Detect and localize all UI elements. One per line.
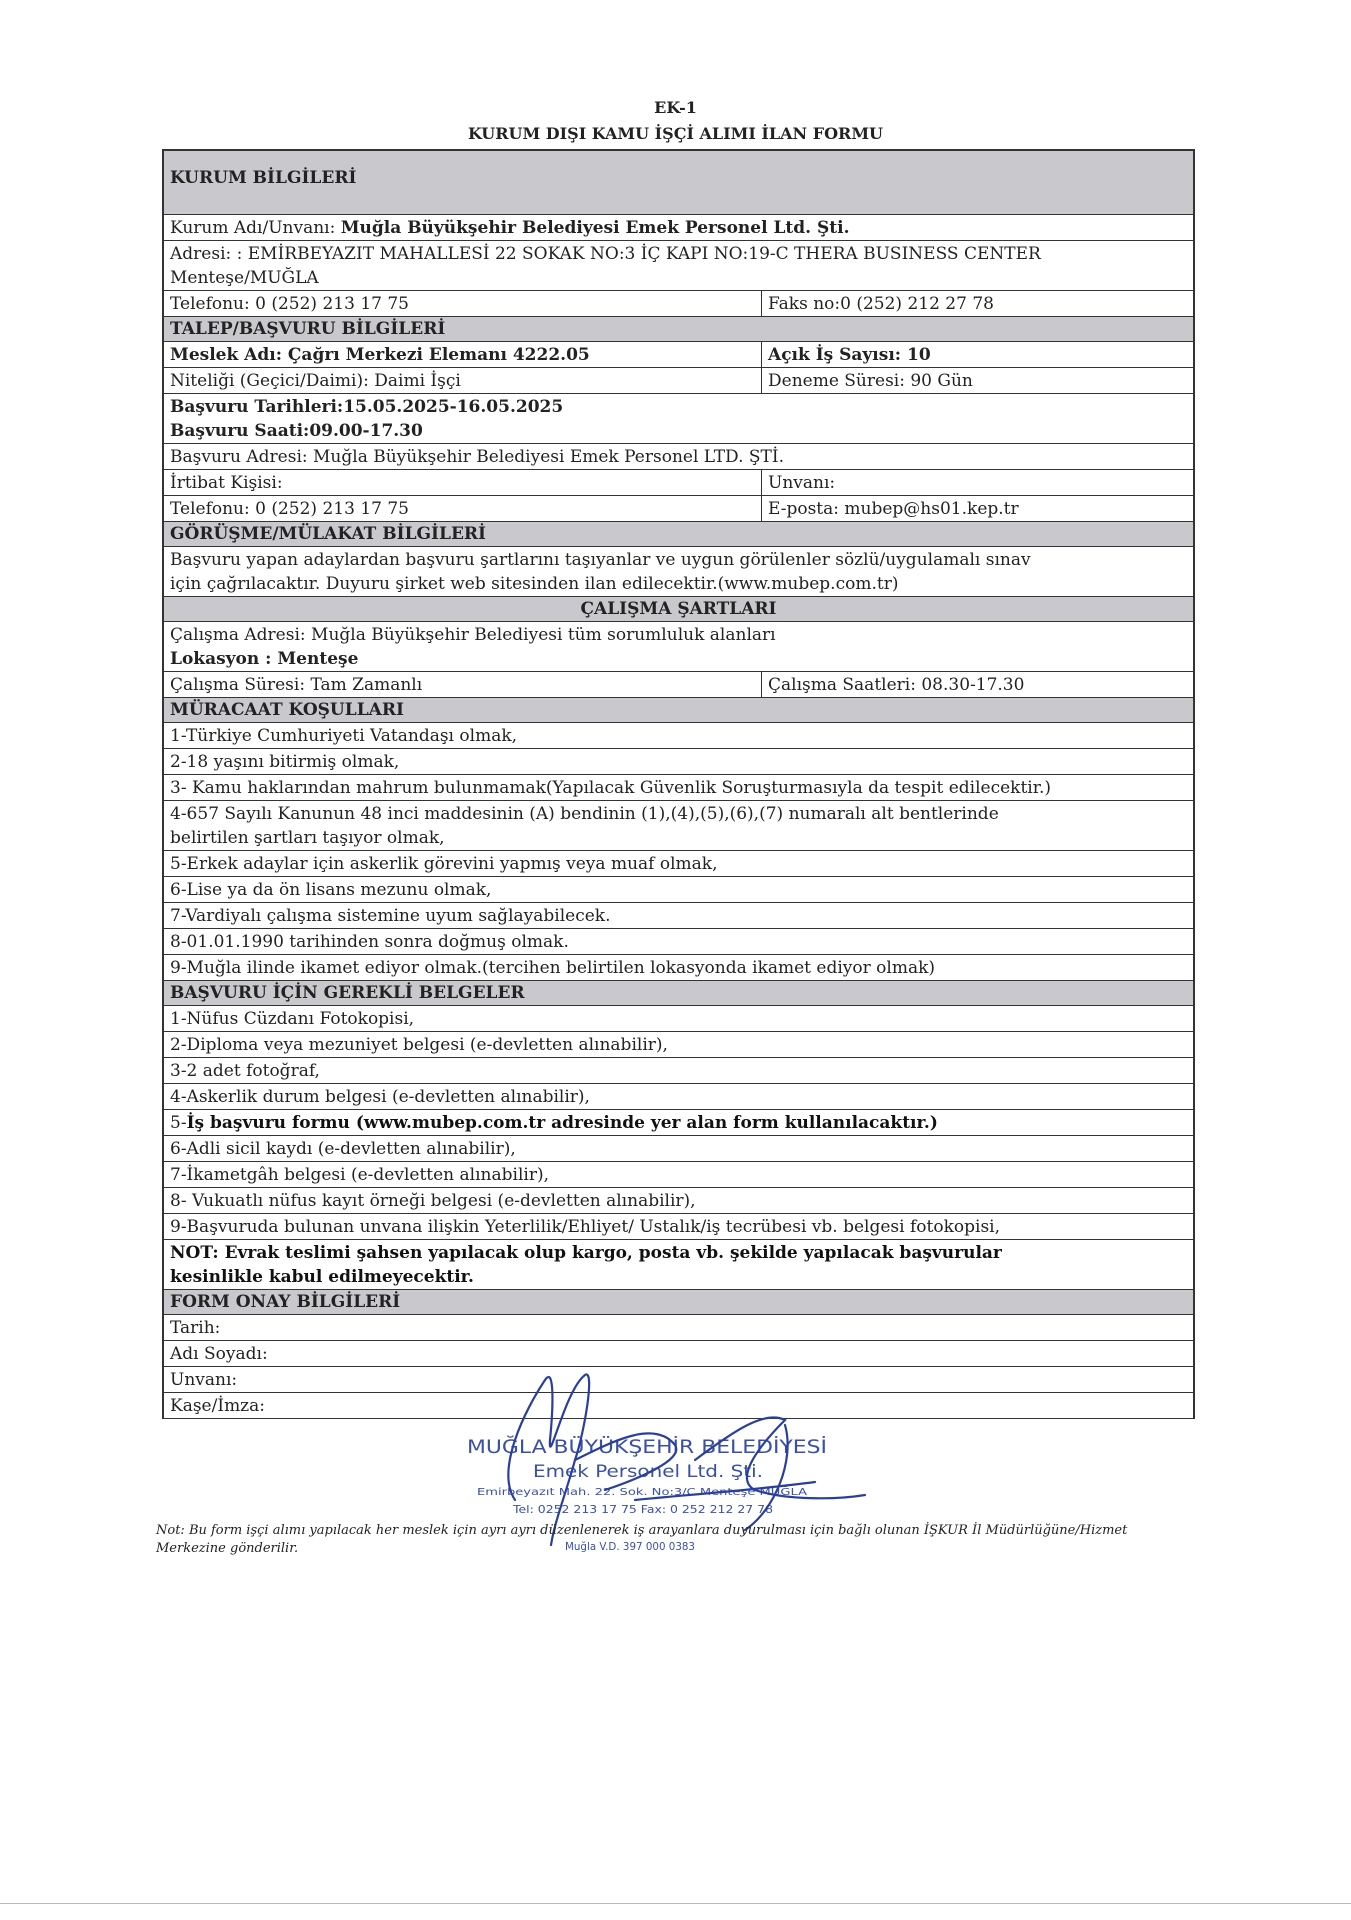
belge-item-5-text: İş başvuru formu (www.mubep.com.tr adresinde yer alan form kullanılacaktır.)	[186, 1113, 938, 1133]
talep-irtibat: İrtibat Kişisi:	[164, 470, 762, 495]
belge-not-line1: NOT: Evrak teslimi şahsen yapılacak olup kargo, posta vb. şekilde yapılacak başvurular	[170, 1243, 1002, 1263]
belge-item-5-prefix: 5-	[170, 1113, 187, 1133]
doc-label: EK-1	[654, 98, 697, 117]
muracaat-item: 8-01.01.1990 tarihinden sonra doğmuş olmak.	[164, 929, 1193, 955]
belge-not-line2: kesinlikle kabul edilmeyecektir.	[170, 1267, 474, 1287]
calisma-lokasyon: Lokasyon : Menteşe	[170, 649, 359, 669]
muracaat-item: 9-Muğla ilinde ikamet ediyor olmak.(tercihen belirtilen lokasyonda ikamet ediyor olmak)	[164, 955, 1193, 981]
belge-item: 3-2 adet fotoğraf,	[164, 1058, 1193, 1084]
kurum-phone: Telefonu: 0 (252) 213 17 75	[164, 291, 762, 316]
talep-nitelik: Niteliği (Geçici/Daimi): Daimi İşçi	[164, 368, 762, 393]
doc-title: KURUM DIŞI KAMU İŞÇİ ALIMI İLAN FORMU	[467, 124, 884, 143]
stamp-line4: Tel: 0252 213 17 75 Fax: 0 252 212 27 78	[511, 1503, 773, 1516]
talep-nitelik-row	[164, 368, 1193, 394]
onay-kase: Kaşe/İmza:	[164, 1393, 1193, 1419]
gorusme-text-line1: Başvuru yapan adaylardan başvuru şartlarını taşıyanlar ve uygun görülenler sözlü/uygulamalı sınav	[170, 550, 1031, 570]
talep-telefon-row	[164, 496, 1193, 522]
section-talep: TALEP/BAŞVURU BİLGİLERİ	[164, 317, 1193, 342]
talep-meslek-row	[164, 342, 1193, 368]
talep-deneme: Deneme Süresi: 90 Gün	[768, 371, 973, 391]
section-muracaat: MÜRACAAT KOŞULLARI	[164, 698, 1193, 723]
onay-unvan: Unvanı:	[164, 1367, 1193, 1393]
talep-tarih-row	[164, 394, 1193, 444]
gorusme-text-line2: için çağrılacaktır. Duyuru şirket web sitesinden ilan edilecektir.(www.mubep.com.tr)	[170, 574, 899, 594]
calisma-sure: Çalışma Süresi: Tam Zamanlı	[164, 672, 762, 697]
belge-item: 4-Askerlik durum belgesi (e-devletten alınabilir),	[164, 1084, 1193, 1110]
muracaat-item: 7-Vardiyalı çalışma sistemine uyum sağlayabilecek.	[164, 903, 1193, 929]
belge-item: 1-Nüfus Cüzdanı Fotokopisi,	[164, 1006, 1193, 1032]
muracaat-item: 5-Erkek adaylar için askerlik görevini yapmış veya muaf olmak,	[164, 851, 1193, 877]
muracaat-item: 2-18 yaşını bitirmiş olmak,	[164, 749, 1193, 775]
stamp-line5: Muğla V.D. 397 000 0383	[565, 1540, 695, 1553]
onay-adi: Adı Soyadı:	[164, 1341, 1193, 1367]
kurum-address-line1: Adresi: : EMİRBEYAZIT MAHALLESİ 22 SOKAK NO:3 İÇ KAPI NO:19-C THERA BUSINESS CENTER	[170, 244, 1041, 264]
muracaat-item: 1-Türkiye Cumhuriyeti Vatandaşı olmak,	[164, 723, 1193, 749]
gorusme-text	[164, 547, 1193, 597]
kurum-fax: Faks no:0 (252) 212 27 78	[768, 294, 994, 314]
belge-item: 9-Başvuruda bulunan unvana ilişkin Yeterlilik/Ehliyet/ Ustalık/iş tecrübesi vb. belgesi fotokopisi,	[164, 1214, 1193, 1240]
muracaat-item: 3- Kamu haklarından mahrum bulunmamak(Yapılacak Güvenlik Soruşturmasıyla da tespit edilecektir.)	[164, 775, 1193, 801]
talep-eposta: E-posta: mubep@hs01.kep.tr	[768, 499, 1019, 519]
section-gorusme: GÖRÜŞME/MÜLAKAT BİLGİLERİ	[164, 522, 1193, 547]
kurum-name-row	[164, 215, 1193, 241]
section-belgeler: BAŞVURU İÇİN GEREKLİ BELGELER	[164, 981, 1193, 1006]
talep-telefon: Telefonu: 0 (252) 213 17 75	[164, 496, 762, 521]
belge-item: 6-Adli sicil kaydı (e-devletten alınabilir),	[164, 1136, 1193, 1162]
calisma-saatler: Çalışma Saatleri: 08.30-17.30	[768, 675, 1025, 695]
section-kurum: KURUM BİLGİLERİ	[164, 151, 1193, 215]
kurum-name-label: Kurum Adı/Unvanı:	[170, 218, 341, 238]
stamp-line2: Emek Personel Ltd. Şti.	[533, 1462, 763, 1482]
stamp-line1: MUĞLA BÜYÜKŞEHİR BELEDİYESİ	[467, 1436, 780, 1458]
muracaat-item-4-line1: 4-657 Sayılı Kanunun 48 inci maddesinin (A) bendinin (1),(4),(5),(6),(7) numaralı alt bentlerinde	[170, 804, 999, 824]
calisma-adres-row	[164, 622, 1193, 672]
page-bottom-rule	[0, 1903, 1351, 1904]
belge-item: 7-İkametgâh belgesi (e-devletten alınabilir),	[164, 1162, 1193, 1188]
talep-tarih: Başvuru Tarihleri:15.05.2025-16.05.2025	[170, 397, 564, 417]
talep-unvan: Unvanı:	[768, 473, 836, 493]
belge-item-5	[164, 1110, 1193, 1136]
stamp-line3: Emirbeyazıt Mah. 22. Sok. No:3/C Menteşe MUĞLA	[477, 1487, 730, 1498]
kurum-address-row	[164, 241, 1193, 291]
talep-meslek: Meslek Adı: Çağrı Merkezi Elemanı 4222.05	[164, 342, 762, 367]
belge-not	[164, 1240, 1193, 1290]
onay-tarih: Tarih:	[164, 1315, 1193, 1341]
section-calisma: ÇALIŞMA ŞARTLARI	[164, 597, 1193, 622]
talep-adres: Başvuru Adresi: Muğla Büyükşehir Belediyesi Emek Personel LTD. ŞTİ.	[164, 444, 1193, 470]
kurum-name-value: Muğla Büyükşehir Belediyesi Emek Personel Ltd. Şti.	[340, 218, 850, 238]
kurum-address-line2: Menteşe/MUĞLA	[170, 268, 319, 288]
talep-irtibat-row	[164, 470, 1193, 496]
kurum-contact-row	[164, 291, 1193, 317]
belge-item: 8- Vukuatlı nüfus kayıt örneği belgesi (e-devletten alınabilir),	[164, 1188, 1193, 1214]
ilan-form	[162, 149, 1195, 1419]
belge-item: 2-Diploma veya mezuniyet belgesi (e-devletten alınabilir),	[164, 1032, 1193, 1058]
calisma-sure-row	[164, 672, 1193, 698]
talep-acik-is: Açık İş Sayısı: 10	[768, 345, 931, 365]
talep-saat: Başvuru Saati:09.00-17.30	[170, 421, 423, 441]
muracaat-item: 6-Lise ya da ön lisans mezunu olmak,	[164, 877, 1193, 903]
muracaat-item-4-line2: belirtilen şartları taşıyor olmak,	[170, 828, 445, 848]
section-onay: FORM ONAY BİLGİLERİ	[164, 1290, 1193, 1315]
calisma-adres: Çalışma Adresi: Muğla Büyükşehir Belediyesi tüm sorumluluk alanları	[170, 625, 776, 645]
muracaat-item-4	[164, 801, 1193, 851]
footer-note: Not: Bu form işçi alımı yapılacak her meslek için ayrı ayrı düzenlenerek iş arayanlara duyurulması için bağlı olunan İŞKUR İl Müdürlüğüne/Hizmet Merkezine gönderilir.	[156, 1523, 1128, 1556]
